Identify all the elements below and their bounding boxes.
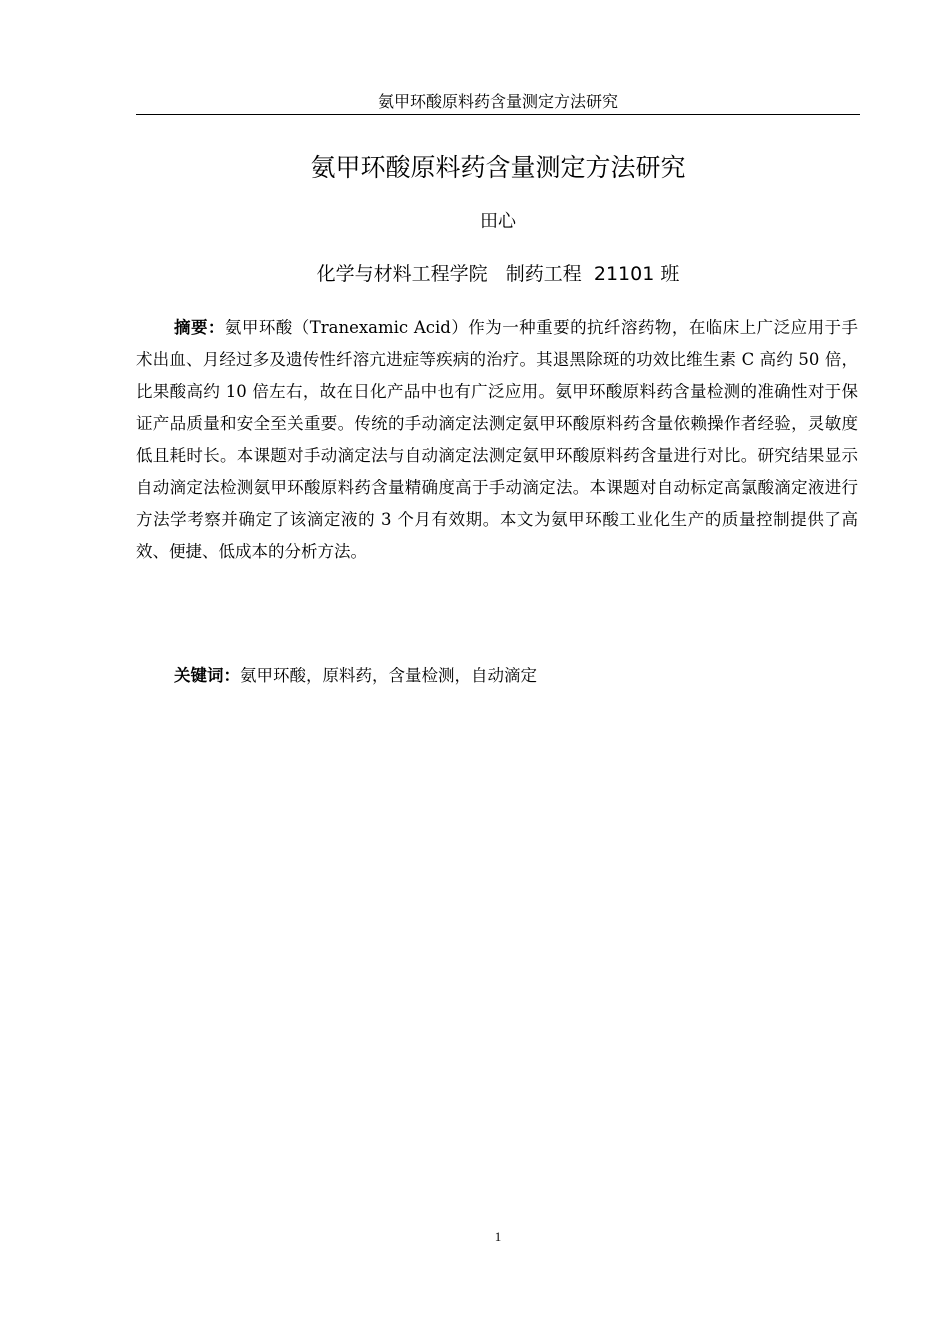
affiliation-major: 制药工程	[505, 263, 582, 285]
header-rule	[136, 114, 860, 115]
affiliation-class: 21101 班	[593, 263, 680, 285]
running-header: 氨甲环酸原料药含量测定方法研究	[377, 92, 618, 111]
page-number: 1	[494, 1229, 502, 1244]
affiliation-school: 化学与材料工程学院	[316, 263, 488, 285]
abstract-label: 摘要：	[174, 318, 225, 337]
keywords-text: 氨甲环酸，原料药，含量检测，自动滴定	[240, 666, 537, 685]
keywords-label: 关键词：	[174, 666, 240, 685]
affiliation-line	[136, 259, 860, 289]
abstract-text: 氨甲环酸（Tranexamic Acid）作为一种重要的抗纤溶药物，在临床上广泛应用于手术出血、月经过多及遗传性纤溶亢进症等疾病的治疗。其退黑除斑的功效比维生素 C 高约 50 倍，比果酸高约 10 倍左右，故在日化产品中也有广泛应用。氨甲环酸原料药含量检测的准确性对于保证产品质量和安全至关重要。传统的手动滴定法测定氨甲环酸原料药含量依赖操作者经验，灵敏度低且耗时长。本课题对手动滴定法与自动滴定法测定氨甲环酸原料药含量进行对比。研究结果显示自动滴定法检测氨甲环酸原料药含量精确度高于手动滴定法。本课题对自动标定高氯酸滴定液进行方法学考察并确定了该滴定液的 3 个月有效期。本文为氨甲环酸工业化生产的质量控制提供了高效、便捷、低成本的分析方法。	[136, 318, 859, 561]
abstract-paragraph	[136, 312, 858, 568]
affiliation-spacer	[582, 263, 594, 285]
affiliation-spacer	[488, 263, 506, 285]
author-name: 田心	[480, 211, 516, 232]
document-title: 氨甲环酸原料药含量测定方法研究	[310, 153, 686, 182]
keywords-paragraph	[136, 660, 858, 692]
